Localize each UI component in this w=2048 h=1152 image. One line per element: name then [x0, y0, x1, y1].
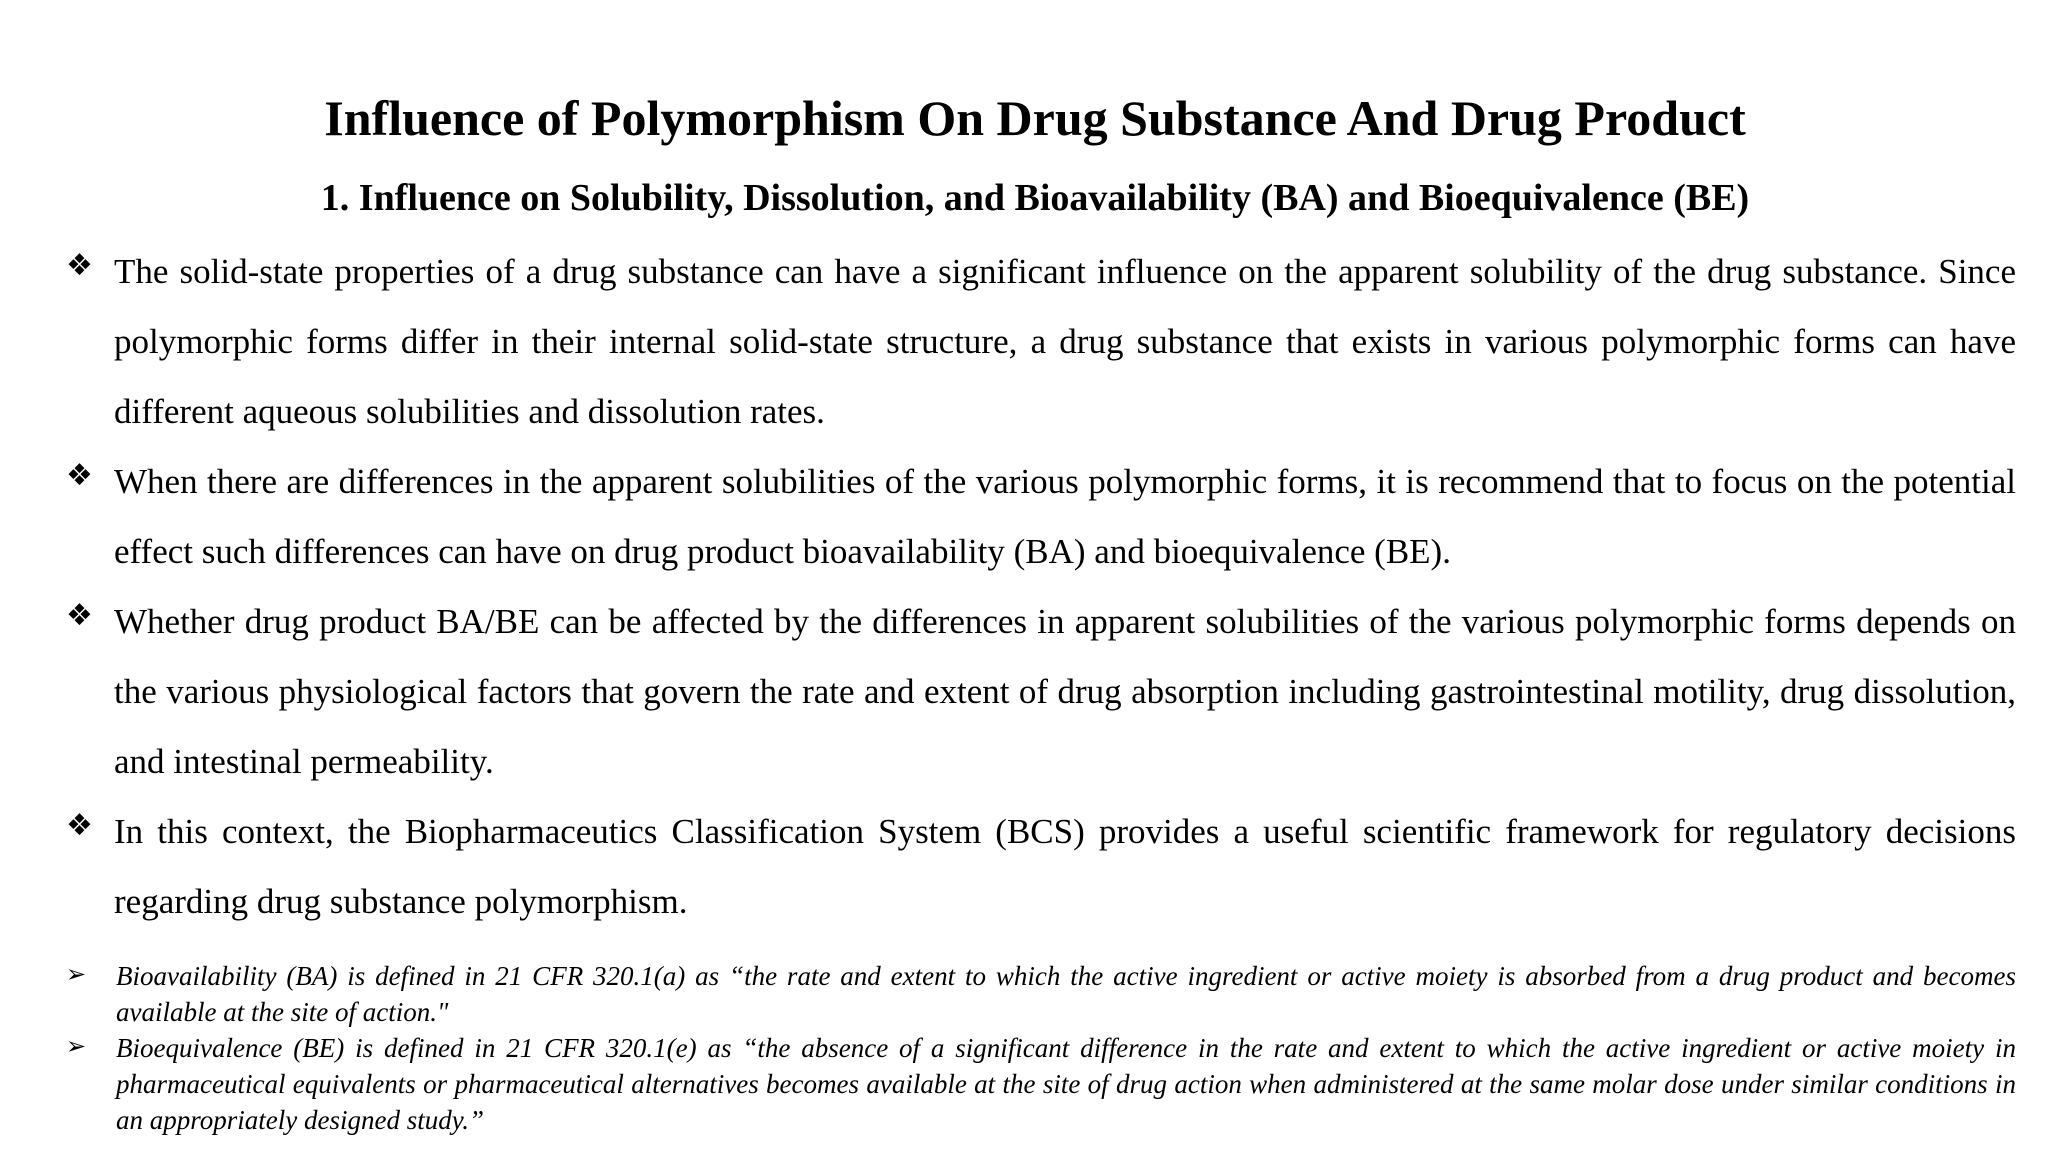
- diamond-four-icon: ❖: [66, 248, 93, 283]
- note-text: Bioavailability (BA) is defined in 21 CFR 320.1(a) as “the rate and extent to which the active ingredient or active moiety is absorbed from a drug product and becomes available at the site of action.": [116, 961, 2016, 1027]
- definition-notes: [66, 958, 2016, 1138]
- slide-subtitle: 1. Influence on Solubility, Dissolution, and Bioavailability (BA) and Bioequivalence (BE): [320, 177, 1750, 219]
- bullet-item: [66, 237, 2016, 447]
- diamond-four-icon: ❖: [66, 808, 93, 843]
- slide-title: Influence of Polymorphism On Drug Substance And Drug Product: [324, 90, 1746, 146]
- note-item: [66, 958, 2016, 1030]
- note-item: [66, 1030, 2016, 1138]
- diamond-four-icon: ❖: [66, 598, 93, 633]
- bullet-item: [66, 797, 2016, 937]
- arrow-head-icon: ➢: [66, 1032, 87, 1060]
- bullet-text: In this context, the Biopharmaceutics Classification System (BCS) provides a useful scientific framework for regulatory decisions regarding drug substance polymorphism.: [114, 812, 2016, 921]
- bullet-list: [66, 237, 2016, 937]
- bullet-text: When there are differences in the apparent solubilities of the various polymorphic forms, it is recommend that to focus on the potential effect such differences can have on drug product bioavailability (BA) and bioequivalence (BE).: [114, 462, 2016, 571]
- bullet-text: The solid-state properties of a drug substance can have a significant influence on the apparent solubility of the drug substance. Since polymorphic forms differ in their internal solid-state structure, a drug substance that exists in various polymorphic forms can have different aqueous solubilities and dissolution rates.: [114, 252, 2016, 431]
- bullet-text: Whether drug product BA/BE can be affected by the differences in apparent solubilities of the various polymorphic forms depends on the various physiological factors that govern the rate and extent of drug absorption including gastrointestinal motility, drug dissolution, and intestinal permeability.: [114, 602, 2016, 781]
- bullet-item: [66, 587, 2016, 797]
- note-text: Bioequivalence (BE) is defined in 21 CFR 320.1(e) as “the absence of a significant difference in the rate and extent to which the active ingredient or active moiety in pharmaceutical equivalents or pharmaceutical alternatives becomes available at the site of drug action when administered at the same molar dose under similar conditions in an appropriately designed study.”: [116, 1033, 2016, 1135]
- diamond-four-icon: ❖: [66, 458, 93, 493]
- arrow-head-icon: ➢: [66, 960, 87, 988]
- bullet-item: [66, 447, 2016, 587]
